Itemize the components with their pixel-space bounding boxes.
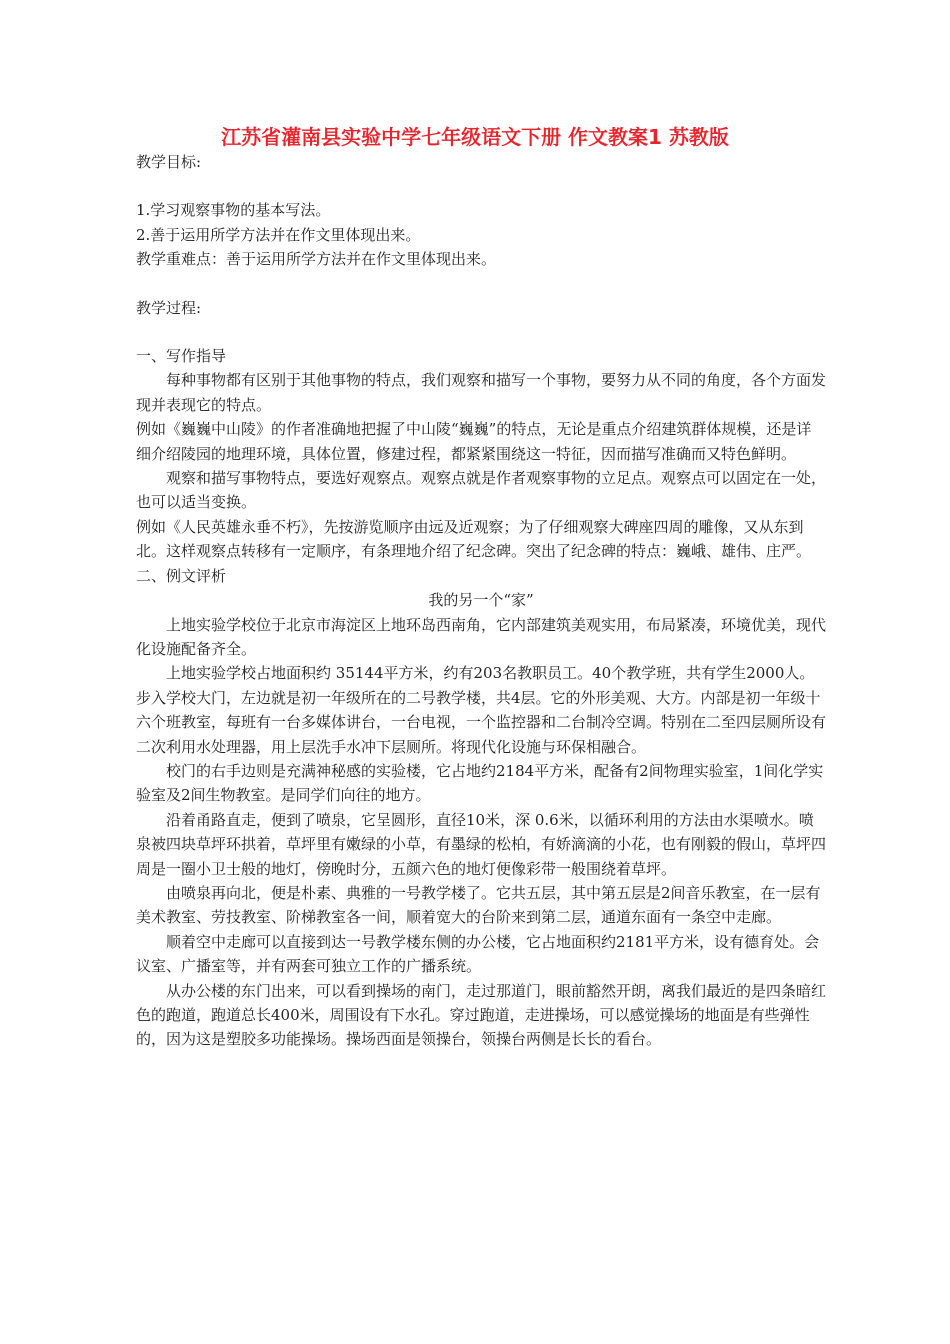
essay-paragraph: 校门的右手边则是充满神秘感的实验楼，它占地约2184平方米，配备有2间物理实验室，1间化学实验室及2间生物教室。是同学们向往的地方。: [136, 761, 824, 805]
document-body: [136, 150, 826, 1052]
key-points: 教学重难点：善于运用所学方法并在作文里体现出来。: [136, 250, 497, 269]
spacer: [136, 174, 826, 198]
essay-paragraph: 上地实验学校位于北京市海淀区上地环岛西南角，它内部建筑美观实用，布局紧凑，环境优美，现代化设施配备齐全。: [136, 615, 827, 658]
paragraph: 每种事物都有区别于其他事物的特点，我们观察和描写一个事物，要努力从不同的角度，各个方面发现并表现它的特点。: [136, 371, 827, 414]
paragraph: 例如《人民英雄永垂不朽》，先按游览顺序由远及近观察；为了仔细观察大碑座四周的雕像，又从东到北。这样观察点转移有一定顺序，有条理地介绍了纪念碑。突出了纪念碑的特点：巍峨、雄伟、庄严。: [136, 517, 812, 561]
essay-paragraph: 由喷泉再向北，便是朴素、典雅的一号教学楼了。它共五层，其中第五层是2间音乐教室，在一层有美术教室、劳技教室、阶梯教室各一间，顺着宽大的台阶来到第二层，通道东面有一条空中走廊。: [136, 883, 821, 927]
essay-paragraph: 顺着空中走廊可以直接到达一号教学楼东侧的办公楼，它占地面积约2181平方米，设有德育处。会议室、广播室等，并有两套可独立工作的广播系统。: [136, 932, 820, 976]
goals-heading: 教学目标:: [136, 153, 202, 171]
process-heading: 教学过程:: [136, 298, 202, 317]
essay-title: 我的另一个“家”: [428, 591, 534, 610]
paragraph: 例如《巍巍中山陵》的作者准确地把握了中山陵“巍巍”的特点，无论是重点介绍建筑群体规模，还是详细介绍陵园的地理环境，具体位置，修建过程，都紧紧围绕这一特征，因而描写准确而又特色鲜明。: [136, 420, 812, 463]
section-heading: 二、例文评析: [136, 566, 227, 585]
document-title: 江苏省灌南县实验中学七年级语文下册 作文教案1 苏教版: [221, 125, 729, 149]
spacer: [136, 272, 826, 296]
spacer: [136, 320, 826, 344]
essay-paragraph: 从办公楼的东门出来，可以看到操场的南门，走过那道门，眼前豁然开朗，离我们最近的是四条暗红色的跑道，跑道总长400米，周围设有下水孔。穿过跑道，走进操场，可以感觉操场的地面是有些弹性的，因为这是塑胶多功能操场。操场西面是领操台，领操台两侧是长长的看台。: [136, 981, 827, 1049]
goal-item: 2.善于运用所学方法并在作文里体现出来。: [136, 225, 421, 244]
section-heading: 一、写作指导: [136, 347, 227, 366]
essay-paragraph: 沿着甬路直走，便到了喷泉，它呈圆形，直径10米，深 0.6米，以循环利用的方法由水渠喷水。喷泉被四块草坪环拱着，草坪里有嫩绿的小草，有墨绿的松柏，有娇滴滴的小花，也有刚毅的假山，草坪四周是一圈小卫士般的地灯，傍晚时分，五颜六色的地灯便像彩带一般围绕着草坪。: [136, 810, 827, 878]
goal-item: 1.学习观察事物的基本写法。: [136, 201, 331, 220]
paragraph: 观察和描写事物特点，要选好观察点。观察点就是作者观察事物的立足点。观察点可以固定在一处，也可以适当变换。: [136, 469, 827, 512]
essay-paragraph: 上地实验学校占地面积约 35144平方米，约有203名教职员工。40个教学班，共有学生2000人。 步入学校大门，左边就是初一年级所在的二号教学楼，共4层。它的外形美观、大方。内部是初一年级十六个班教室，每班有一台多媒体讲台，一台电视，一个监控器和二台制冷空调。特别在二至四层厕所设有二次利用水处理器，用上层洗手水冲下层厕所。将现代化设施与环保相融合。: [136, 664, 827, 756]
